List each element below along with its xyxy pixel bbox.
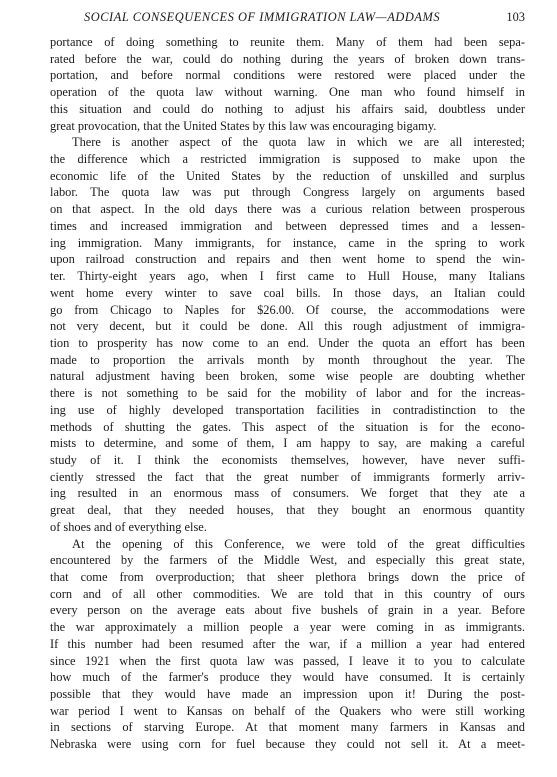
text-line: great deal, that they needed houses, that they bought an enormous quantity [50, 503, 525, 518]
paragraph [50, 134, 525, 535]
text-line: not very decent, but it could be done. All this rough adjustment of immigra- [50, 319, 525, 334]
text-line: operation of the quota law without warning. One man who found himself in [50, 85, 525, 100]
text-line: times and increased immigration and between depressed times and a lessen- [50, 218, 525, 233]
text-line: ter. Thirty-eight years ago, when I first came to Hull House, many Italians [50, 269, 525, 284]
text-line: made to proportion the arrivals month by month throughout the year. The [50, 352, 525, 367]
paragraph [50, 536, 525, 753]
text-line: the difference which a restricted immigration is supposed to make upon the [50, 152, 525, 167]
running-title: SOCIAL CONSEQUENCES OF IMMIGRATION LAW—ADDAMS [84, 10, 441, 24]
text-line: mists to determine, and some of them, I am happy to say, are making a careful [50, 436, 525, 451]
text-line: the war approximately a million people a year were coming in as immigrants. [50, 620, 525, 635]
text-line: ing use of highly developed transportation facilities in contradistinction to the [50, 402, 525, 417]
text-line: every person on the average eats about five bushels of grain in a year. Before [50, 603, 525, 618]
text-line: economic life of the United States by the reduction of unskilled and surplus [50, 168, 525, 183]
text-line: At the opening of this Conference, we were told of the great difficulties [72, 536, 525, 551]
text-line: there is not something to be said for the mobility of labor and for the increas- [50, 386, 525, 401]
text-line: If this number had been resumed after the war, if a million a year had entered [50, 636, 525, 651]
paragraph [50, 34, 525, 134]
text-line: portation, and before normal conditions were restored were placed under the [50, 68, 525, 83]
text-line: portance of doing something to reunite them. Many of them had been sepa- [50, 35, 525, 49]
text-line: war period I went to Kansas on behalf of the Quakers who were still working [50, 703, 525, 718]
body-text [50, 34, 525, 753]
text-line: this situation and could do nothing to adjust his affairs said, doubtless under [50, 101, 525, 116]
text-line: There is another aspect of the quota law in which we are all interested; [72, 135, 525, 150]
text-line: Nebraska were using corn for fuel because they could not sell it. At a meet- [50, 737, 525, 752]
text-line: great provocation, that the United States by this law was encouraging bigamy. [50, 118, 437, 133]
text-line: study of it. I think the economists themselves, however, have never suffi- [50, 452, 525, 467]
text-line: how much of the farmer's produce they would have consumed. It is certainly [50, 670, 525, 685]
page-number: 103 [506, 10, 525, 24]
text-line: go from Chicago to Naples for $26.00. Of course, the accommodations were [50, 302, 525, 317]
text-line: on that aspect. In the old days there was a curious relation between prosperous [50, 202, 525, 217]
text-line: labor. The quota law was put through Congress largely on arguments based [50, 185, 525, 200]
text-line: tion to prosperity has now come to an end. Under the quota an effort has been [50, 335, 525, 350]
text-line: since 1921 when the first quota law was passed, I leave it to you to calculate [50, 653, 525, 668]
text-line: in sections of starving Europe. At that moment many farmers in Kansas and [50, 720, 525, 735]
text-line: methods of shutting the gates. This aspect of the situation is for the econo- [50, 419, 525, 434]
text-line: rated before the war, could do nothing during the years of broken down trans- [50, 51, 525, 66]
text-line: possible that they would have made an impression upon it! During the post- [50, 687, 525, 702]
text-line: that come from overproduction; that sheer plethora brings down the price of [50, 570, 525, 584]
text-line: ing resulted in an enormous mass of consumers. We forget that they ate a [50, 486, 525, 501]
text-line: encountered by the farmers of the Middle West, and especially this great state, [50, 553, 525, 568]
text-line: ciently stressed the fact that the great number of immigrants formerly arriv- [50, 469, 525, 484]
text-line: natural adjustment having been broken, some wise people are doubting whether [50, 369, 525, 384]
running-head [84, 10, 525, 28]
text-line: corn and of all other commodities. We are told that in this country of ours [50, 586, 525, 601]
text-line: of shoes and of everything else. [50, 519, 207, 534]
text-line: ing immigration. Many immigrants, for instance, came in the spring to work [50, 235, 525, 250]
text-line: went home every winter to save coal bills. In those days, an Italian could [50, 285, 525, 300]
text-line: upon railroad construction and repairs and then went home to spend the win- [50, 252, 525, 267]
